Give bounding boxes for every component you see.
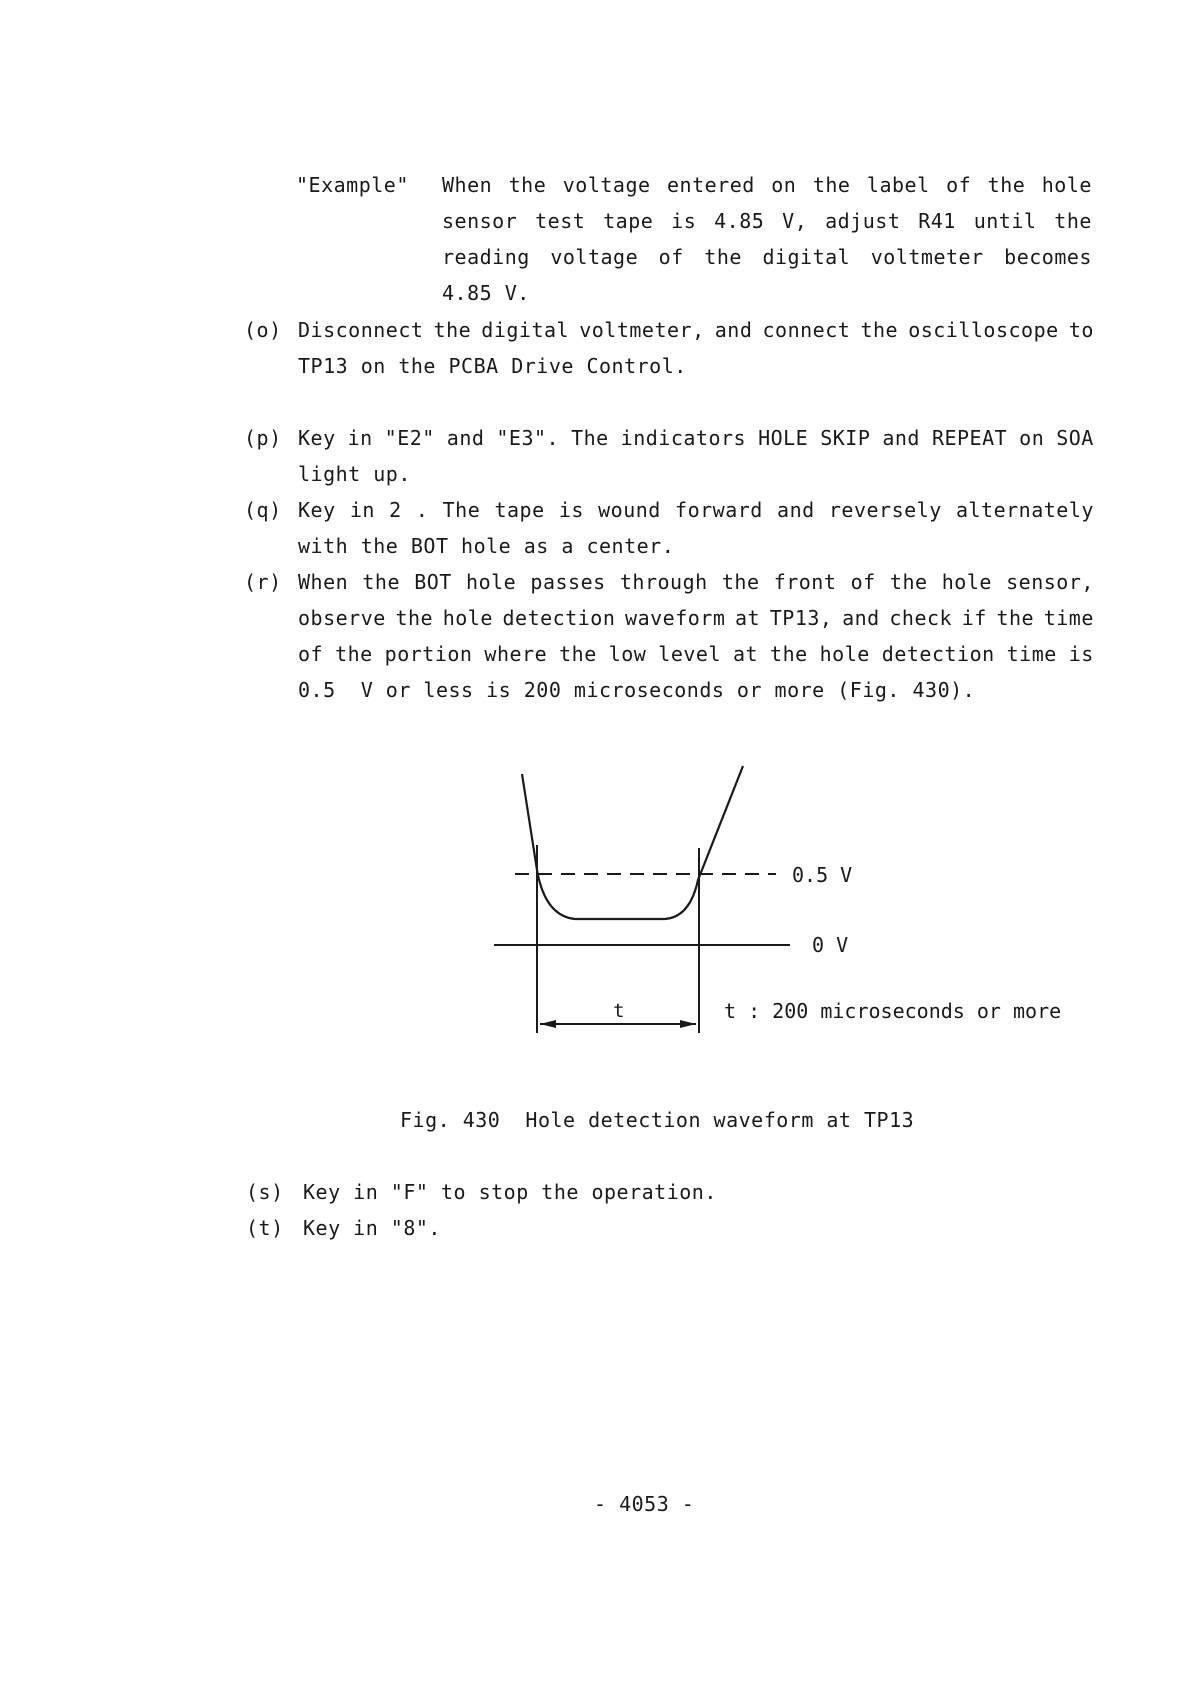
word: The [571, 426, 609, 450]
word: low [608, 642, 647, 666]
word: The [442, 498, 481, 522]
word: "E3". [496, 426, 560, 450]
word: R41 [918, 209, 956, 233]
word: voltmeter, [579, 318, 705, 342]
word: and [882, 426, 920, 450]
word: portion [384, 642, 473, 666]
word: the [559, 642, 597, 666]
word: . [415, 498, 429, 522]
word: of [658, 245, 684, 269]
word: oscilloscope [908, 318, 1059, 342]
word: HOLE [758, 426, 809, 450]
word: 4.85 [714, 209, 765, 233]
word: V, [782, 209, 808, 233]
example-tag: "Example" [296, 173, 409, 197]
word: hole [819, 642, 870, 666]
word: label [866, 173, 930, 197]
word: the [721, 570, 760, 594]
word: time [1006, 642, 1057, 666]
figure-caption: Fig. 430 Hole detection waveform at TP13 [400, 1108, 915, 1132]
word: to [1068, 318, 1094, 342]
word: until [973, 209, 1037, 233]
word: and [777, 498, 815, 522]
word: in [349, 498, 375, 522]
word: if [961, 606, 987, 630]
word: hole [1041, 173, 1092, 197]
word: is [558, 498, 584, 522]
word: the [770, 642, 808, 666]
word: digital [762, 245, 851, 269]
step-t-label: (t) [246, 1216, 284, 1240]
word: test [535, 209, 586, 233]
word: time [1043, 606, 1094, 630]
word: voltage [550, 245, 639, 269]
word: entered [667, 173, 755, 197]
word: reading [442, 245, 530, 269]
word: detection [881, 642, 995, 666]
word: on [1019, 426, 1045, 450]
waveform-curve [522, 766, 743, 919]
step-p-line-2: light up. [298, 462, 411, 486]
word: sensor, [1006, 570, 1094, 594]
word: where [484, 642, 548, 666]
word: detection [502, 606, 616, 630]
step-s-line-1: Key in "F" to stop the operation. [303, 1180, 717, 1204]
word: digital [481, 318, 570, 342]
word: the [395, 606, 434, 630]
word: waveform [625, 606, 726, 630]
word: "E2" [384, 426, 435, 450]
word: When [442, 173, 493, 197]
word: adjust [825, 209, 901, 233]
word: and [714, 318, 753, 342]
step-r-label: (r) [244, 570, 282, 594]
word: the [508, 173, 547, 197]
word: hole [941, 570, 992, 594]
word: is [671, 209, 697, 233]
step-o-line-2: TP13 on the PCBA Drive Control. [298, 354, 687, 378]
step-p-label: (p) [244, 426, 282, 450]
word: Key [298, 498, 336, 522]
word: in [347, 426, 373, 450]
step-t-line-1: Key in "8". [303, 1216, 441, 1240]
word: and [842, 606, 880, 630]
word: 2 [389, 498, 402, 522]
word: of [298, 642, 324, 666]
word: the [362, 570, 400, 594]
word: at [735, 606, 761, 630]
word: of [946, 173, 972, 197]
word: on [771, 173, 797, 197]
word: Disconnect [298, 318, 424, 342]
word: alternately [955, 498, 1094, 522]
word: connect [762, 318, 851, 342]
word: passes [530, 570, 606, 594]
t-label: t [613, 1000, 625, 1022]
t-legend: t : 200 microseconds or more [724, 999, 1062, 1023]
word: reversely [828, 498, 942, 522]
word: observe [298, 606, 386, 630]
step-r-line-4: 0.5 V or less is 200 microseconds or more (Fig. 430). [298, 678, 976, 702]
word: front [773, 570, 837, 594]
word: level [658, 642, 722, 666]
word: the [335, 642, 373, 666]
word: sensor [442, 209, 518, 233]
word: through [619, 570, 708, 594]
word: voltmeter [870, 245, 984, 269]
word: wound [598, 498, 661, 522]
word: becomes [1004, 245, 1092, 269]
word: voltage [562, 173, 651, 197]
step-q-label: (q) [244, 498, 282, 522]
word: hole [466, 570, 517, 594]
example-line-4: 4.85 V. [442, 281, 530, 305]
word: the [987, 173, 1026, 197]
word: REPEAT [931, 426, 1008, 450]
arrow-head-right-icon [680, 1020, 696, 1028]
word: and [446, 426, 485, 450]
word: the [812, 173, 851, 197]
word: BOT [414, 570, 452, 594]
word: of [850, 570, 876, 594]
word: hole [442, 606, 493, 630]
word: the [1054, 209, 1092, 233]
word: forward [675, 498, 763, 522]
word: Key [298, 426, 336, 450]
step-q-line-2: with the BOT hole as a center. [298, 534, 675, 558]
word: tape [603, 209, 654, 233]
page-number: - 4053 - [594, 1492, 695, 1516]
arrow-head-left-icon [540, 1020, 556, 1028]
word: SOA [1056, 426, 1094, 450]
word: the [889, 570, 928, 594]
word: the [704, 245, 742, 269]
word: check [889, 606, 953, 630]
zero-volt-label: 0 V [812, 933, 849, 957]
word: When [298, 570, 349, 594]
word: TP13, [769, 606, 833, 630]
word: the [433, 318, 472, 342]
word: the [860, 318, 899, 342]
step-s-label: (s) [246, 1180, 284, 1204]
word: at [732, 642, 759, 666]
word: is [1068, 642, 1094, 666]
word: SKIP [820, 426, 871, 450]
word: the [996, 606, 1035, 630]
word: tape [494, 498, 545, 522]
half-volt-label: 0.5 V [792, 863, 853, 887]
step-o-label: (o) [244, 318, 282, 342]
word: indicators [620, 426, 747, 450]
